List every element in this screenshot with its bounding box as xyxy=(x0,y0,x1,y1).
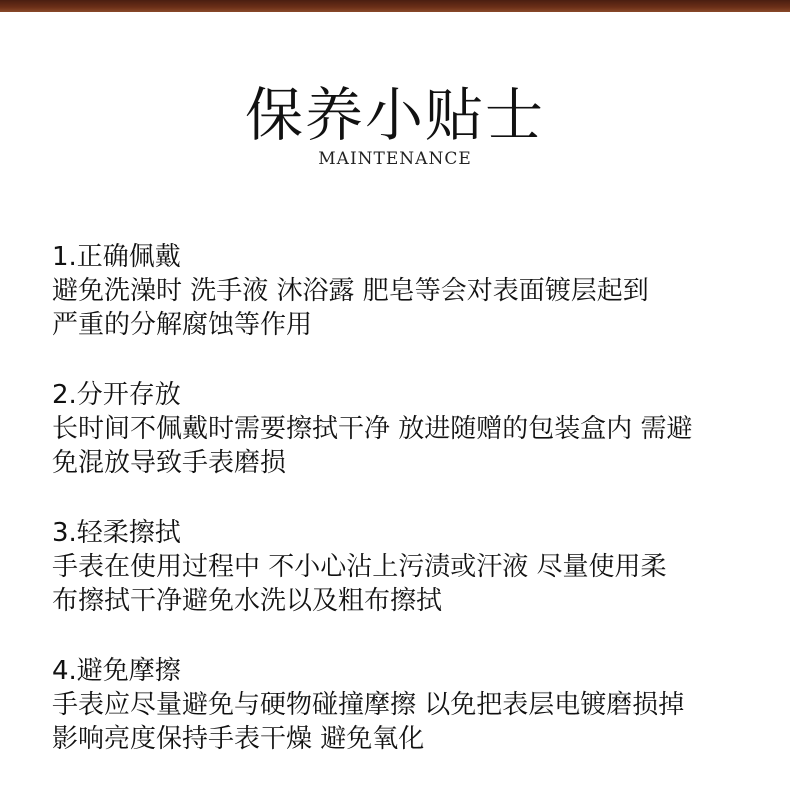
tip-text-line: 手表应尽量避免与硬物碰撞摩擦 以免把表层电镀磨损掉 xyxy=(52,690,685,720)
tip-item-3 xyxy=(52,516,772,654)
tip-heading: 3.轻柔擦拭 xyxy=(52,518,181,548)
tip-heading: 4.避免摩擦 xyxy=(52,656,181,686)
tip-text-line: 避免洗澡时 洗手液 沐浴露 肥皂等会对表面镀层起到 xyxy=(52,276,649,306)
tip-text-line: 免混放导致手表磨损 xyxy=(52,448,287,478)
page-title: 保养小贴士 xyxy=(244,81,545,149)
tip-text-line: 严重的分解腐蚀等作用 xyxy=(52,310,313,340)
tip-item-4 xyxy=(52,654,772,792)
tip-text-line: 手表在使用过程中 不小心沾上污渍或汗液 尽量使用柔 xyxy=(52,552,667,582)
tip-heading: 1.正确佩戴 xyxy=(52,242,181,272)
maintenance-tips-list xyxy=(52,240,772,792)
tip-heading: 2.分开存放 xyxy=(52,380,181,410)
page-subtitle: MAINTENANCE xyxy=(318,149,472,169)
tip-text-line: 影响亮度保持手表干燥 避免氧化 xyxy=(52,724,425,754)
tip-text-line: 长时间不佩戴时需要擦拭干净 放进随赠的包装盒内 需避 xyxy=(52,414,693,444)
tip-item-1 xyxy=(52,240,772,378)
top-decorative-bar xyxy=(0,0,790,12)
tip-text-line: 布擦拭干净避免水洗以及粗布擦拭 xyxy=(52,586,443,616)
tip-item-2 xyxy=(52,378,772,516)
